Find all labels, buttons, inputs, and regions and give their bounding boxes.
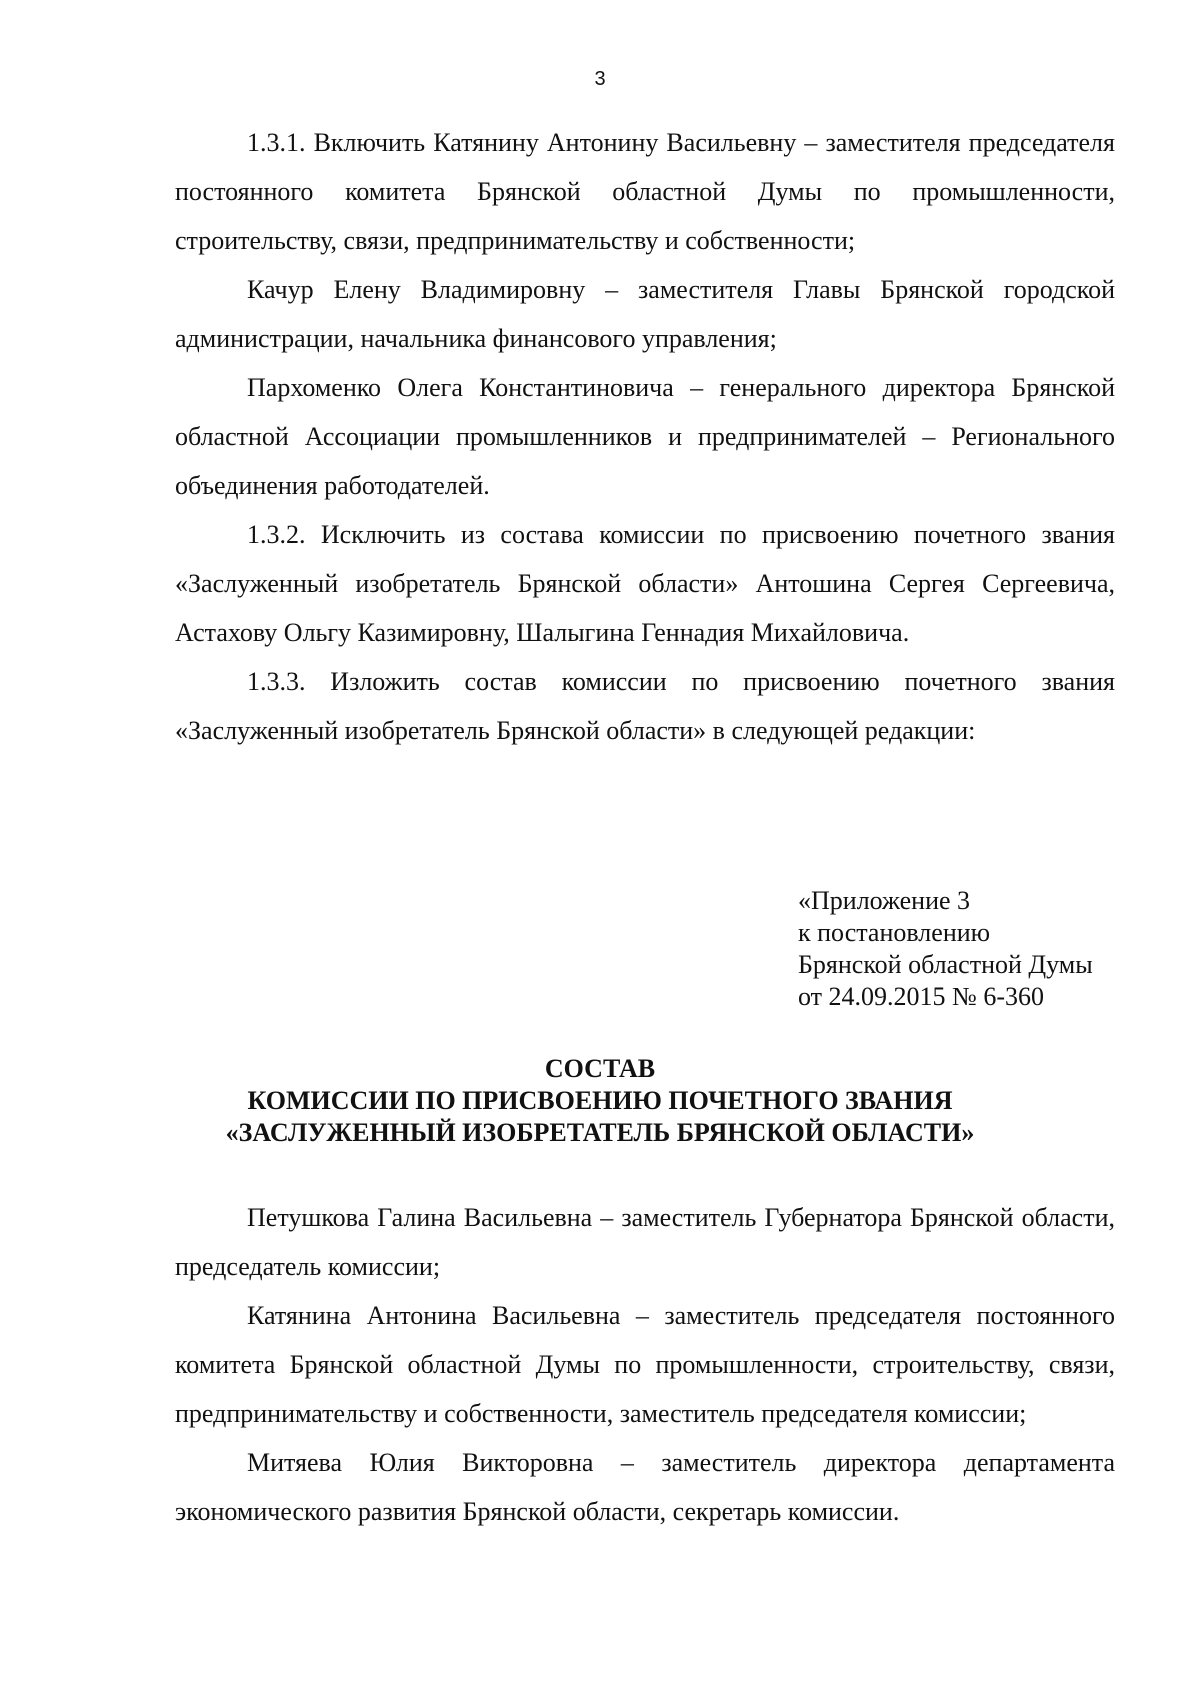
heading-subtitle: «ЗАСЛУЖЕННЫЙ ИЗОБРЕТАТЕЛЬ БРЯНСКОЙ ОБЛАСТИ» bbox=[225, 1118, 975, 1147]
appendix-line: от 24.09.2015 № 6-360 bbox=[798, 982, 1044, 1011]
heading-title: СОСТАВ bbox=[544, 1054, 656, 1083]
paragraph-kachur: Качур Елену Владимировну – заместителя Главы Брянской городской администрации, начальника финансового управления; bbox=[175, 275, 1115, 353]
commission-heading bbox=[0, 1053, 1200, 1149]
paragraph-include-members: 1.3.1. Включить Катянину Антонину Васильевну – заместителя председателя постоянного комитета Брянской областной Думы по промышленности, строительству, связи, предпринимательству и собственности; bbox=[175, 128, 1115, 255]
member-secretary: Митяева Юлия Викторовна – заместитель директора департамента экономического развития Брянской области, секретарь комиссии. bbox=[175, 1448, 1115, 1526]
paragraph-parkhomenko: Пархоменко Олега Константиновича – генерального директора Брянской областной Ассоциации промышленников и предпринимателей – Регионального объединения работодателей. bbox=[175, 373, 1115, 500]
paragraph-exclude-members: 1.3.2. Исключить из состава комиссии по присвоению почетного звания «Заслуженный изобретатель Брянской области» Антошина Сергея Сергеевича, Астахову Ольгу Казимировну, Шалыгина Геннадия Михайловича. bbox=[175, 520, 1115, 647]
appendix-reference bbox=[798, 885, 1093, 1013]
appendix-line: Брянской областной Думы bbox=[798, 950, 1093, 979]
appendix-line: «Приложение 3 bbox=[798, 886, 971, 915]
commission-members bbox=[175, 1193, 1115, 1536]
heading-subtitle: КОМИССИИ ПО ПРИСВОЕНИЮ ПОЧЕТНОГО ЗВАНИЯ bbox=[247, 1086, 953, 1115]
member-deputy-chair: Катянина Антонина Васильевна – заместитель председателя постоянного комитета Брянской областной Думы по промышленности, строительству, связи, предпринимательству и собственности, заместитель председателя комиссии; bbox=[175, 1301, 1115, 1428]
page-number: 3 bbox=[594, 68, 606, 90]
amendment-text bbox=[175, 118, 1115, 755]
member-chair: Петушкова Галина Васильевна – заместитель Губернатора Брянской области, председатель комиссии; bbox=[175, 1203, 1115, 1281]
paragraph-new-composition: 1.3.3. Изложить состав комиссии по присвоению почетного звания «Заслуженный изобретатель Брянской области» в следующей редакции: bbox=[175, 667, 1115, 745]
appendix-line: к постановлению bbox=[798, 918, 991, 947]
